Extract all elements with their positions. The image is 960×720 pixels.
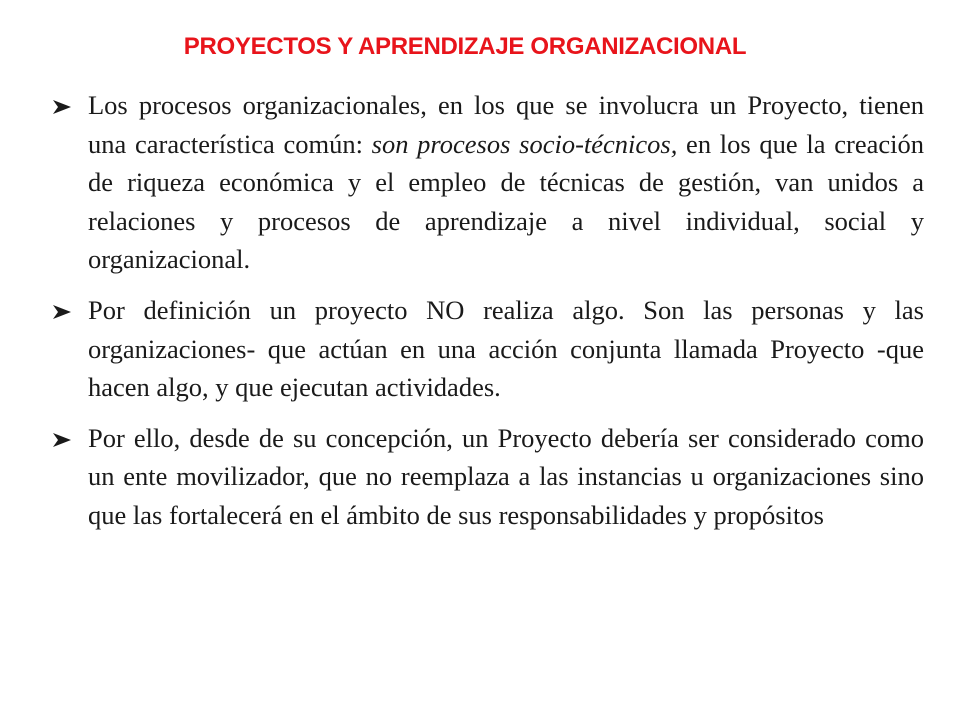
- bullet-item: [52, 291, 924, 407]
- bullet-text-part: Por ello, desde de su concepción, un Proyecto debería ser considerado como un ente movilizador, que no reemplaza a las instancias u organizaciones sino que las fortalecerá en el ámbito de sus responsabilidades y propósitos: [88, 422, 924, 530]
- bullet-text-part: Por definición un proyecto NO realiza algo. Son las personas y las organizaciones- que actúan en una acción conjunta llamada Proyecto -que hacen algo, y que ejecutan actividades.: [88, 294, 924, 403]
- bullet-text-emphasis: son procesos socio-técnicos,: [371, 128, 678, 159]
- bullet-item: [52, 419, 924, 535]
- bullet-text: [88, 423, 924, 530]
- arrowhead-bullet-icon: [52, 304, 72, 320]
- arrowhead-bullet-icon: [52, 99, 72, 115]
- bullet-text: [88, 295, 924, 402]
- slide-title: PROYECTOS Y APRENDIZAJE ORGANIZACIONAL: [183, 33, 747, 60]
- arrowhead-bullet-icon: [52, 432, 72, 448]
- bullet-text: [88, 90, 924, 274]
- bullet-text-part: en los que la creación de riqueza económica y el empleo de técnicas de gestión, van unidos a relaciones y procesos de aprendizaje a nivel individual, social y organizacional.: [88, 128, 924, 275]
- bullet-item: [52, 86, 924, 279]
- bullet-list: [52, 86, 924, 547]
- bullet-text-part: Los procesos organizacionales, en los que se involucra un Proyecto, tienen una característica común:: [88, 90, 924, 159]
